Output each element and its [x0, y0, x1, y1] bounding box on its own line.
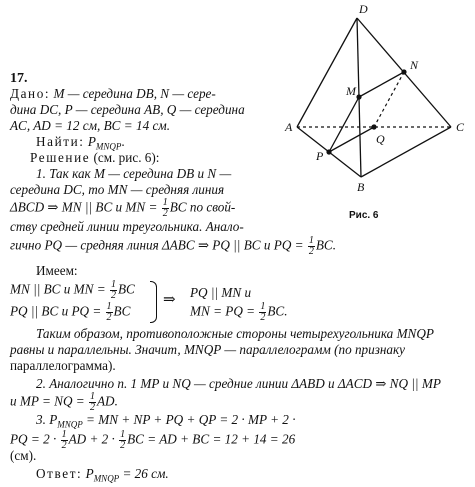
point-N	[401, 69, 406, 74]
given-text-1: M — середина DB, N — сере-	[50, 86, 216, 101]
given-label: Дано:	[10, 86, 51, 101]
point-P	[326, 149, 331, 154]
step2-line-1: 2. Аналогично п. 1 MP и NQ — средние линии ΔABD и ΔACD ⇒ NQ || MP	[36, 376, 441, 391]
system-brace	[150, 281, 157, 323]
given-line-1	[10, 86, 216, 102]
fraction-half: $\frac{1}{2}$	[120, 429, 126, 451]
step3-line-2	[10, 430, 295, 451]
step3-line-2a: PQ = 2 ·	[10, 431, 60, 447]
fraction-half: $\frac{1}{2}$	[106, 301, 112, 323]
answer-value: P	[82, 466, 94, 481]
system-row-2a: PQ || BC и PQ =	[10, 303, 105, 319]
problem-number: 17.	[10, 71, 28, 86]
sol-line-5a: гично PQ — средняя линия ΔABC ⇒ PQ || BC и PQ =	[10, 237, 307, 253]
given-line-2: дина DC, P — середина AB, Q — середина	[10, 102, 245, 117]
label-P: P	[316, 149, 324, 163]
step3-sub: MNQP	[57, 419, 83, 430]
sol-line-2: середина DC, то MN — средняя линия	[10, 182, 225, 197]
implies-arrow: ⇒	[163, 292, 176, 308]
fraction-half: $\frac{1}{2}$	[61, 429, 67, 451]
result-row-2	[190, 302, 288, 323]
find-end: .	[121, 134, 125, 149]
label-B: B	[357, 180, 365, 194]
edge-BC	[361, 127, 451, 177]
answer-sub: MNQP	[93, 473, 120, 484]
sol-line-5b: BC.	[315, 237, 336, 253]
paragraph-line-2: равны и параллельны. Значит, MNQP — параллелограмм (по признаку	[10, 342, 406, 357]
label-A: A	[285, 120, 293, 134]
step3-line-3: (см).	[10, 448, 37, 463]
system-row-2	[10, 302, 130, 323]
sol-line-5	[10, 236, 336, 257]
sol-line-1: 1. Так как M — середина DB и N —	[36, 166, 232, 181]
system-row-1b: BC	[117, 281, 135, 297]
sol-line-3b: BC по свой-	[169, 199, 236, 215]
step3-line-2c: BC = AD + BC = 12 + 14 = 26	[127, 431, 296, 447]
fraction-half: $\frac{1}{2}$	[162, 197, 168, 219]
solution-label: Решение	[30, 150, 91, 165]
label-C: C	[456, 120, 465, 134]
result-row-1: PQ || MN и	[190, 285, 252, 300]
answer-line	[36, 466, 169, 487]
result-row-2b: BC.	[267, 303, 288, 319]
step3-line-2b: AD + 2 ·	[68, 431, 119, 447]
label-D: D	[359, 2, 368, 16]
solution-ref: (см. рис. 6):	[90, 150, 160, 165]
result-row-2a: MN = PQ =	[190, 303, 259, 319]
find-sub: MNQP	[95, 141, 122, 152]
answer-label: Ответ:	[36, 466, 83, 481]
given-line-3: AC, AD = 12 см, BC = 14 см.	[10, 118, 171, 133]
point-Q	[371, 124, 376, 129]
sol-line-3a: ΔBCD ⇒ MN || BC и MN =	[10, 199, 161, 215]
sol-line-4: ству средней линии треугольника. Анало-	[10, 219, 244, 234]
label-Q: Q	[376, 132, 385, 146]
solution-header	[30, 150, 159, 166]
label-M: M	[346, 84, 356, 98]
system-row-1	[10, 280, 135, 301]
edge-DA	[297, 18, 357, 127]
answer-rest: = 26 см.	[119, 466, 169, 481]
paragraph-line-1: Таким образом, противоположные стороны четырехугольника MNQP	[36, 326, 434, 341]
system-row-2b: BC	[113, 303, 131, 319]
step2-line-2b: AD.	[97, 393, 118, 409]
find-value: P	[84, 134, 96, 149]
have-label: Имеем:	[36, 263, 78, 278]
step3-start: 3. P	[36, 412, 58, 427]
paragraph-line-3: параллелограмма).	[10, 358, 116, 373]
system-row-1a: MN || BC и MN =	[10, 281, 109, 297]
sol-line-3	[10, 198, 235, 219]
figure-caption: Рис. 6	[349, 210, 379, 221]
find-label: Найти:	[36, 134, 85, 149]
step2-line-2a: и MP = NQ =	[10, 393, 88, 409]
point-M	[356, 94, 361, 99]
step2-line-2	[10, 392, 118, 413]
label-N: N	[410, 58, 419, 72]
fraction-half: $\frac{1}{2}$	[308, 235, 314, 257]
fraction-half: $\frac{1}{2}$	[260, 301, 266, 323]
fraction-half: $\frac{1}{2}$	[110, 279, 116, 301]
step3-rest: = MN + NP + PQ + QP = 2 · MP + 2 ·	[82, 412, 296, 427]
fraction-half: $\frac{1}{2}$	[90, 391, 95, 413]
